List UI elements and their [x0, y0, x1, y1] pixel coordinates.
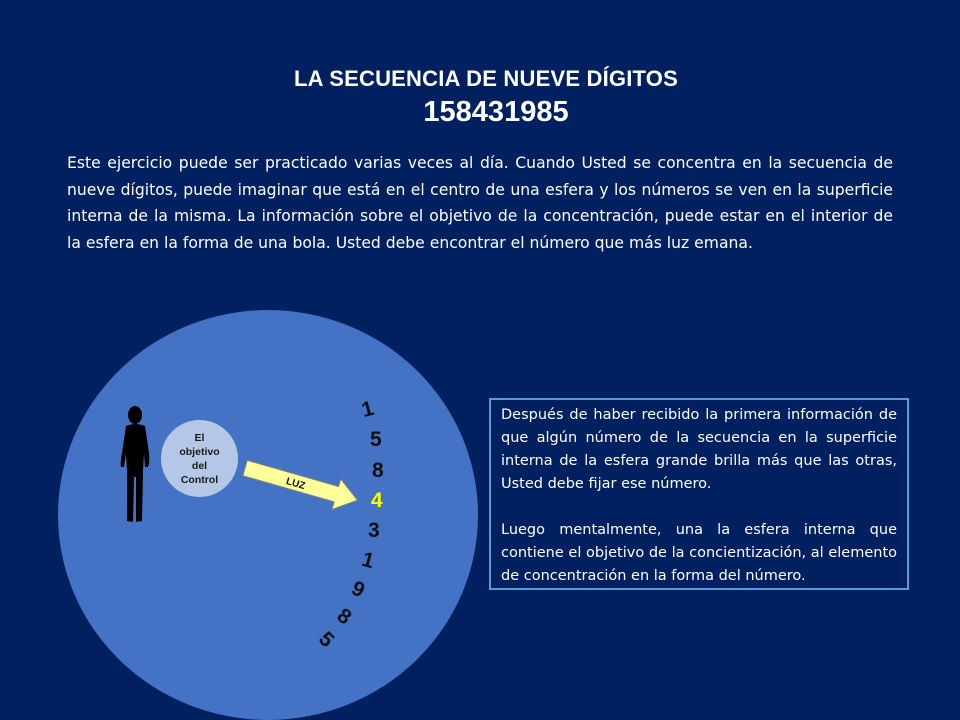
intro-paragraph: Este ejercicio puede ser practicado varias veces al día. Cuando Usted se concentra en la secuencia de nueve dígitos, puede imaginar que está en el centro de una esfera y los números se ven en la superficie interna de la misma. La información sobre el objetivo de la concentración, puede estar en el interior de la esfera en la forma de una bola. Usted debe encontrar el número que más luz emana.: [67, 154, 893, 252]
highlighted-digit: 4: [371, 489, 383, 512]
digit-sequence-heading: 158431985: [423, 96, 569, 128]
info-paragraph-2: Luego mentalmente, una la esfera interna que contiene el objetivo de la concientización, al elemento de concentración en la forma del número.: [501, 522, 897, 584]
sequence-digit: 8: [332, 603, 356, 630]
info-box: [489, 398, 909, 590]
sequence-digit: 8: [372, 459, 384, 482]
sequence-digit: 1: [359, 396, 377, 423]
person-silhouette-icon: [112, 405, 162, 525]
sequence-digit: 1: [359, 547, 377, 574]
arrow-label: LUZ: [284, 476, 307, 493]
info-paragraph-1: Después de haber recibido la primera información de que algún número de la secuencia en la superficie interna de la esfera grande brilla más que las otras, Usted debe fijar ese número.: [501, 407, 897, 492]
sequence-digit: 3: [368, 519, 380, 542]
sequence-digit: 5: [313, 627, 339, 652]
inner-ball: [161, 420, 238, 497]
light-arrow: [240, 455, 370, 515]
inner-ball-label: El objetivo del Control: [179, 431, 220, 486]
sequence-digit: 9: [347, 576, 369, 603]
slide-title: LA SECUENCIA DE NUEVE DÍGITOS: [294, 66, 678, 91]
sequence-digit: 5: [370, 428, 382, 451]
